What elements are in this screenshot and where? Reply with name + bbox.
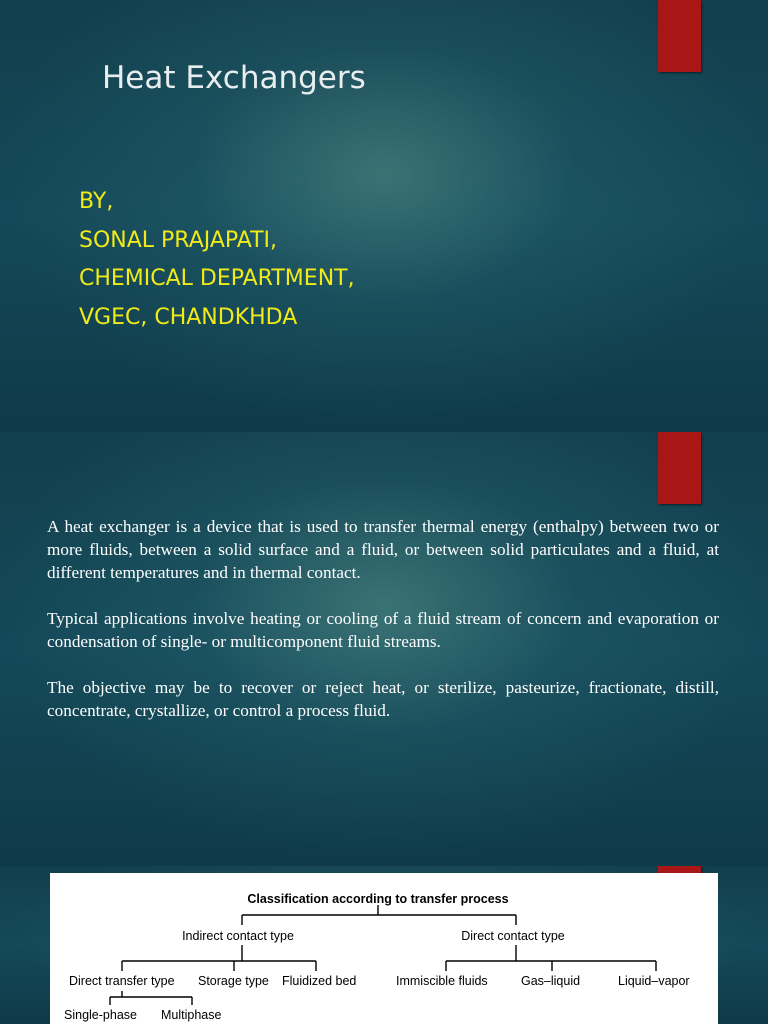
title-slide bbox=[0, 0, 768, 432]
byline-line: VGEC, CHANDKHDA bbox=[79, 304, 298, 330]
definition-text bbox=[47, 515, 719, 745]
paragraph: A heat exchanger is a device that is used to transfer thermal energy (enthalpy) between two or more fluids, between a solid surface and a fluid, or between solid particulates and a fluid, at different temperatures and in thermal contact. bbox=[47, 517, 719, 582]
definition-slide bbox=[0, 432, 768, 866]
classification-slide bbox=[0, 866, 768, 1024]
connector-lines bbox=[110, 905, 656, 1005]
liquid-vapor-label: Liquid–vapor bbox=[618, 974, 690, 988]
direct-transfer-label: Direct transfer type bbox=[69, 974, 175, 988]
red-accent-tab bbox=[658, 0, 701, 72]
direct-contact-label: Direct contact type bbox=[461, 929, 565, 943]
single-phase-label: Single-phase bbox=[64, 1008, 137, 1022]
classification-diagram bbox=[50, 873, 718, 1024]
multiphase-label: Multiphase bbox=[161, 1008, 222, 1022]
byline-line: BY, bbox=[79, 189, 114, 214]
diagram-root-label: Classification according to transfer process bbox=[247, 892, 509, 906]
immiscible-fluids-label: Immiscible fluids bbox=[396, 974, 488, 988]
gas-liquid-label: Gas–liquid bbox=[521, 974, 581, 988]
author-byline bbox=[79, 183, 355, 337]
red-accent-tab bbox=[658, 432, 701, 504]
paragraph: The objective may be to recover or reject heat, or sterilize, pasteurize, fractionate, distill, concentrate, crystallize, or control a process fluid. bbox=[47, 678, 719, 720]
slide-title: Heat Exchangers bbox=[102, 60, 366, 96]
byline-line: CHEMICAL DEPARTMENT, bbox=[79, 266, 355, 291]
indirect-contact-label: Indirect contact type bbox=[182, 929, 294, 943]
fluidized-bed-label: Fluidized bed bbox=[282, 974, 357, 988]
paragraph: Typical applications involve heating or cooling of a fluid stream of concern and evaporation or condensation of single- or multicomponent fluid streams. bbox=[47, 609, 719, 651]
byline-line: SONAL PRAJAPATI, bbox=[79, 227, 278, 253]
storage-type-label: Storage type bbox=[198, 974, 269, 988]
classification-figure bbox=[50, 873, 718, 1024]
